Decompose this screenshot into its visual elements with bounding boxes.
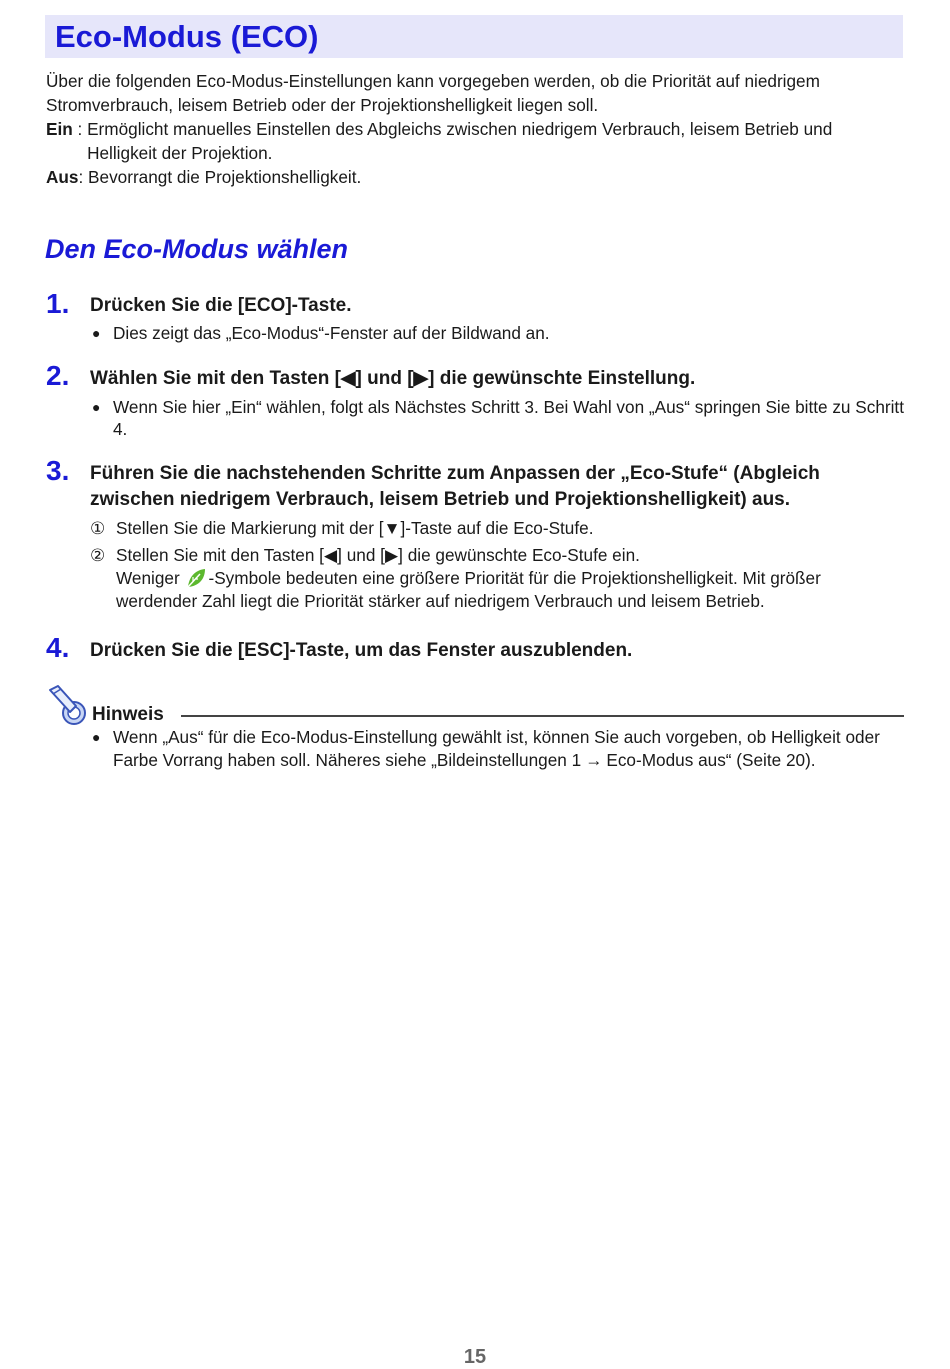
hint-bullet [92,726,904,772]
step-title-1: Drücken Sie die [ECO]-Taste. [90,295,352,316]
title-bar [45,15,903,58]
step-number-3: 3. [46,455,70,486]
substep-1 [90,517,905,540]
substep-note-before: Weniger [116,568,180,588]
bullet-dot-icon: ● [92,325,101,341]
step-number-1: 1. [46,288,70,319]
bullet-text: Wenn Sie hier „Ein“ wählen, folgt als Nächstes Schritt 3. Bei Wahl von „Aus“ springen Sie bitte zu Schritt 4. [113,397,904,439]
definition-ein [46,117,906,165]
intro-section [46,69,906,189]
substep-body [116,544,905,613]
step-title-2: Wählen Sie mit den Tasten [◀] und [▶] die gewünschte Einstellung. [90,368,696,389]
bullet-dot-icon: ● [92,729,101,745]
definition-aus [46,165,906,189]
hint-divider [181,715,904,717]
step-number-4: 4. [46,632,70,663]
definition-term: Ein [46,119,73,139]
substep-marker: ① [90,518,106,538]
section-heading: Den Eco-Modus wählen [45,234,349,264]
hint-label: Hinweis [92,704,164,725]
eco-leaf-icon [185,567,207,589]
page-number: 15 [463,1346,487,1368]
hint-pencil-icon [46,684,90,728]
definition-colon: : [72,119,88,139]
bullet-dot-icon: ● [92,399,101,415]
substep-2 [90,544,905,613]
hint-header [46,684,904,728]
substep-text: Stellen Sie die Markierung mit der [▼]-Taste auf die Eco-Stufe. [116,518,594,538]
step-number-2: 2. [46,360,70,391]
definition-colon: : [78,167,89,187]
step-1-bullet [92,322,904,344]
bullet-text: Dies zeigt das „Eco-Modus“-Fenster auf der Bildwand an. [113,323,550,343]
substep-text: Stellen Sie mit den Tasten [◀] und [▶] die gewünschte Eco-Stufe ein. [116,545,640,565]
intro-text: Über die folgenden Eco-Modus-Einstellungen kann vorgegeben werden, ob die Priorität auf niedrigem Stromverbrauch, leisem Betrieb oder der Projektionshelligkeit liegen soll. [46,71,820,115]
step-title-3: Führen Sie die nachstehenden Schritte zum Anpassen der „Eco-Stufe“ (Abgleich zwischen niedrigem Verbrauch, leisem Betrieb und Projektionshelligkeit) aus. [90,463,820,510]
substep-note-after: -Symbole bedeuten eine größere Priorität für die Projektionshelligkeit. Mit größer werdender Zahl liegt die Priorität stärker auf niedrigem Verbrauch und leisem Betrieb. [116,568,821,611]
step-title-4: Drücken Sie die [ESC]-Taste, um das Fenster auszublenden. [90,640,633,661]
page-title: Eco-Modus (ECO) [55,19,319,54]
definition-desc: Ermöglicht manuelles Einstellen des Abgleichs zwischen niedrigem Verbrauch, leisem Betrieb und Helligkeit der Projektion. [87,119,833,163]
hint-body [113,726,904,772]
definition-desc: Bevorrangt die Projektionshelligkeit. [88,167,362,187]
definition-term: Aus [46,167,79,187]
hint-text-before: Wenn „Aus“ für die Eco-Modus-Einstellung gewählt ist, können Sie auch vorgeben, ob Helligkeit oder Farbe Vorrang haben soll. Näheres siehe „Bildeinstellungen 1 [113,727,880,770]
arrow-right-icon: → [585,750,603,770]
step-2-bullet [92,396,904,440]
substep-marker: ② [90,545,106,565]
hint-text-after: Eco-Modus aus“ (Seite 20). [606,750,816,770]
